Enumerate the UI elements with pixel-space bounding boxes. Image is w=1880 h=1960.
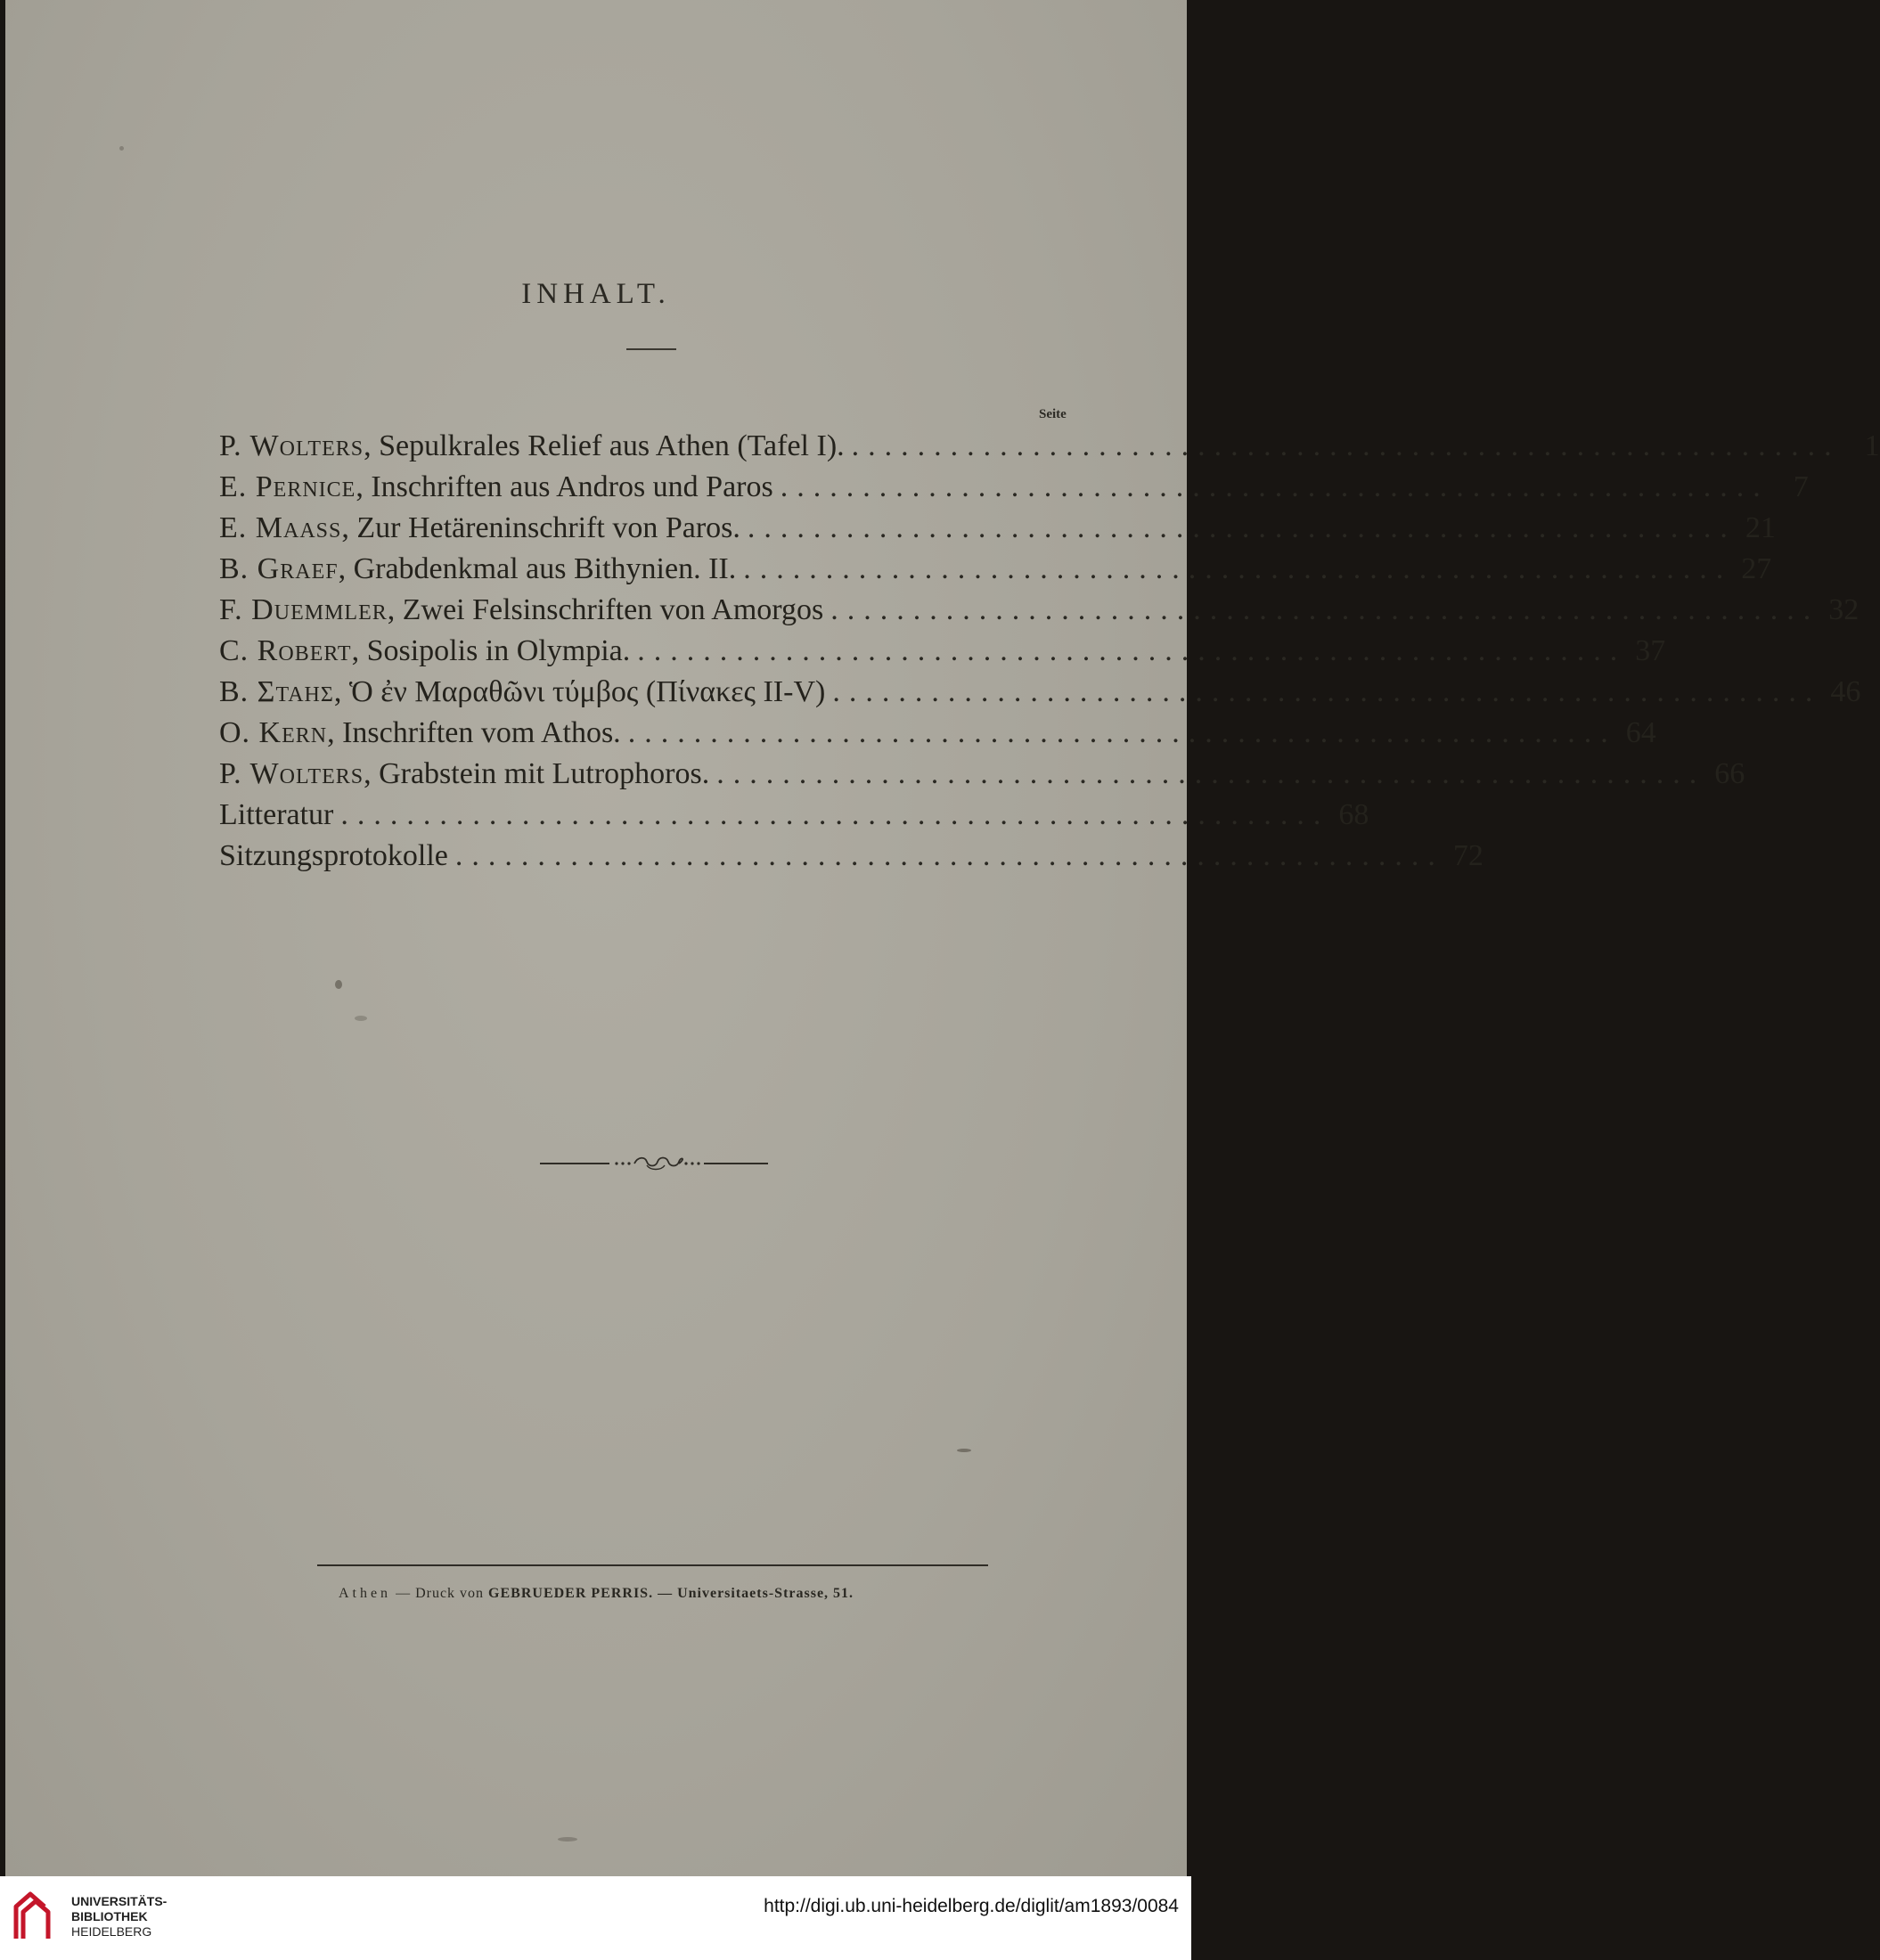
- toc-entry: [219, 552, 1772, 593]
- toc-title: Inschriften vom Athos.: [342, 716, 621, 749]
- toc-title: Sepulkrales Relief aus Athen (Tafel I).: [379, 429, 845, 462]
- toc-author: C. Robert: [219, 634, 352, 667]
- toc-page-number: 7: [1793, 470, 1809, 503]
- toc-page-number: 46: [1830, 675, 1861, 708]
- ornament-divider: [540, 1153, 768, 1174]
- toc-separator: ,: [341, 511, 357, 544]
- toc-entry-text: [219, 675, 825, 709]
- toc-leader-dots: ............................................................: [832, 675, 1822, 708]
- page-column-header: Seite: [1039, 407, 1067, 421]
- toc-author: E. Maass: [219, 511, 342, 544]
- toc-leader-dots: ............................................................: [716, 757, 1706, 790]
- imprint-text-1: — Druck von: [391, 1586, 489, 1601]
- toc-page-number: 64: [1625, 716, 1656, 749]
- toc-leader-dots: ............................................................: [340, 798, 1330, 831]
- toc-leader-dots: ............................................................: [830, 593, 1820, 626]
- toc-title: Ὁ ἐν Μαραθῶνι τύμβος (Πίνακες II-V): [348, 675, 826, 708]
- toc-leader-dots: ............................................................: [851, 429, 1841, 462]
- toc-entry: [219, 716, 1656, 757]
- toc-title: Zur Hetäreninschrift von Paros.: [356, 511, 740, 544]
- toc-page-number: 66: [1714, 757, 1745, 790]
- toc-entry: [219, 634, 1666, 675]
- toc-page-number: 37: [1635, 634, 1666, 667]
- printer-imprint: [5, 1586, 1187, 1602]
- imprint-rule: [317, 1564, 988, 1566]
- source-url-link[interactable]: http://digi.ub.uni-heidelberg.de/diglit/am1893/0084: [764, 1896, 1179, 1916]
- page-title: INHALT.: [521, 278, 671, 310]
- toc-page-number: 32: [1828, 593, 1860, 626]
- toc-entry: [219, 839, 1484, 880]
- toc-separator: ,: [338, 552, 354, 585]
- toc-leader-dots: ............................................................: [743, 552, 1733, 585]
- ink-speck: [355, 1016, 367, 1021]
- library-line-3: HEIDELBERG: [71, 1924, 152, 1939]
- toc-entry: [219, 429, 1880, 470]
- toc-author: P. Wolters: [219, 429, 364, 462]
- toc-separator: ,: [327, 716, 343, 749]
- toc-leader-dots: ............................................................: [454, 839, 1444, 872]
- toc-author: P. Wolters: [219, 757, 364, 790]
- toc-entry-text: [219, 511, 740, 545]
- toc-title: Sosipolis in Olympia.: [366, 634, 631, 667]
- toc-title: Grabstein mit Lutrophoros.: [379, 757, 710, 790]
- toc-author: F. Duemmler: [219, 593, 388, 626]
- toc-entry-text: [219, 798, 333, 832]
- toc-entry-text: [219, 757, 709, 791]
- toc-leader-dots: ............................................................: [627, 716, 1617, 749]
- toc-title: Grabdenkmal aus Bithynien. II.: [353, 552, 737, 585]
- toc-separator: ,: [364, 429, 380, 462]
- toc-author: B. Σταης: [219, 675, 334, 708]
- ink-speck: [119, 146, 124, 151]
- library-line-1: UNIVERSITÄTS-: [71, 1894, 168, 1908]
- toc-leader-dots: ............................................................: [637, 634, 1627, 667]
- toc-entry: [219, 675, 1861, 716]
- toc-separator: ,: [351, 634, 367, 667]
- toc-separator: ,: [387, 593, 403, 626]
- imprint-city: Athen: [338, 1586, 392, 1601]
- toc-page-number: 21: [1745, 511, 1776, 544]
- library-footer: [0, 1876, 1191, 1960]
- toc-leader-dots: ............................................................: [747, 511, 1737, 544]
- toc-page-number: 27: [1741, 552, 1772, 585]
- scanned-page: [5, 0, 1880, 1876]
- toc-title: Sitzungsprotokolle: [219, 839, 448, 872]
- toc-entry-text: [219, 552, 736, 586]
- toc-entry-text: [219, 429, 845, 463]
- toc-separator: ,: [356, 470, 372, 503]
- toc-title: Inschriften aus Andros und Paros: [371, 470, 773, 503]
- toc-separator: ,: [333, 675, 349, 708]
- toc-entry: [219, 511, 1776, 552]
- imprint-printer: GEBRUEDER PERRIS.: [488, 1586, 654, 1601]
- toc-author: E. Pernice: [219, 470, 356, 503]
- toc-entry-text: [219, 470, 773, 504]
- ink-speck: [335, 980, 342, 989]
- toc-entry-text: [219, 634, 630, 668]
- toc-entry-text: [219, 716, 621, 750]
- imprint-address: — Universitaets-Strasse, 51.: [653, 1586, 854, 1601]
- ink-speck: [957, 1449, 971, 1452]
- toc-entry: [219, 470, 1809, 511]
- library-line-2: BIBLIOTHEK: [71, 1909, 148, 1923]
- toc-entry-text: [219, 593, 823, 627]
- title-rule: [626, 348, 676, 350]
- ink-speck: [558, 1837, 577, 1842]
- toc-entry: [219, 798, 1369, 839]
- toc-page-number: 1: [1864, 429, 1880, 462]
- table-of-contents: [219, 429, 1880, 880]
- toc-leader-dots: ............................................................: [780, 470, 1770, 503]
- library-name: [71, 1894, 167, 1940]
- toc-page-number: 68: [1338, 798, 1369, 831]
- toc-title: Zwei Felsinschriften von Amorgos: [402, 593, 824, 626]
- library-logo-icon: [11, 1889, 55, 1942]
- toc-page-number: 72: [1452, 839, 1484, 872]
- toc-entry: [219, 757, 1745, 798]
- toc-entry: [219, 593, 1860, 634]
- toc-title: Litteratur: [219, 798, 334, 831]
- toc-entry-text: [219, 839, 448, 873]
- toc-separator: ,: [364, 757, 380, 790]
- toc-author: O. Kern: [219, 716, 328, 749]
- toc-author: B. Graef: [219, 552, 339, 585]
